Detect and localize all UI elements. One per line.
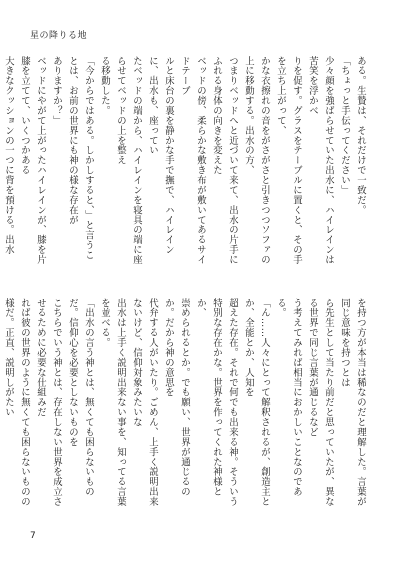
text-line: 大きなクッションの一つに背を預ける。出水 — [3, 56, 14, 255]
text-line: 「出水の言う神とは、無くても困らないものだ。信仰心を必要としないものを — [67, 298, 94, 497]
upper-text-block — [3, 56, 368, 266]
text-line: ある。生贄は、それだけで一致だ。 — [355, 56, 366, 216]
text-line: 「ちょっと手伝ってください」 — [339, 56, 350, 196]
text-line: 「ん……人々にとって解釈されるが、創造主とか、全能とか、人知を — [243, 298, 270, 507]
text-line: 超えた存在。それで何でも出来る神。そういう特別な存在かな。世界を作ってくれた神様とか、 — [195, 298, 238, 507]
text-line: を持つ方が本当は稀なのだと理解した。言葉が同じ意味を持つとは — [339, 298, 366, 507]
page-number: 7 — [30, 531, 36, 541]
text-line: たベッドの端から、ハイレインを寝具の端に座らせてベッドの上を整え — [115, 56, 142, 265]
text-line: う考えてみれば相当におかしいことなのである。 — [275, 298, 302, 497]
text-line: りを促す。グラスをテーブルに置くと、その手を立ち上がって、 — [275, 56, 302, 265]
text-line: かな衣擦れの音をがさがさと引きつつソファの上に移動する。出水の方、 — [243, 56, 270, 265]
text-line: ベッドにやがて上がったハイレインが、膝を片膝を立てて、いくつかある — [19, 56, 46, 265]
lower-text-block — [3, 298, 368, 508]
text-line: 代弁する人がいたり。ごめん、上手く説明出来ないけど、信仰対象みたいな — [131, 298, 158, 507]
text-line: 崇められるとか。でも願い、世界が通じるのか。だから神の意思を — [163, 298, 190, 497]
text-line: つまりベッドへと近づいて来て、出水の片手にふれる身体の向きを変えた — [211, 56, 238, 265]
text-line: ありますか？」 — [51, 56, 62, 126]
text-line: ルと床台の裏を静かな手で撫で、ハイレインに、出水も、座ってい — [147, 56, 174, 255]
text-line: る移動した。 — [99, 56, 110, 116]
text-line: 「今からではある。しかしすると、」と言うことは、お前の世界にも神の様な存在が — [67, 56, 94, 261]
text-line: れば彼の世界のように無くても困らないものの様だ。正直、説明しがたい — [3, 298, 30, 507]
text-line: ベッドの傍、柔らかな敷き布が敷いてあるサイドテーブ — [179, 56, 206, 265]
page-title: 星の降りる地 — [30, 31, 88, 41]
text-line: 出水は上手く説明出来ない事を、知ってる言葉を並べる。 — [99, 298, 126, 507]
text-line: 少々顔を強ばらせていた出水に、ハイレインは苦笑を浮かべ — [307, 56, 334, 265]
text-line: こちらでいう神とは、存在しない世界を成立させるために必要な仕組みだ — [35, 298, 62, 507]
text-line: ら先生として当たり前だと思っていたが、異なる世界で同じ言葉が通じるなど — [307, 298, 334, 507]
